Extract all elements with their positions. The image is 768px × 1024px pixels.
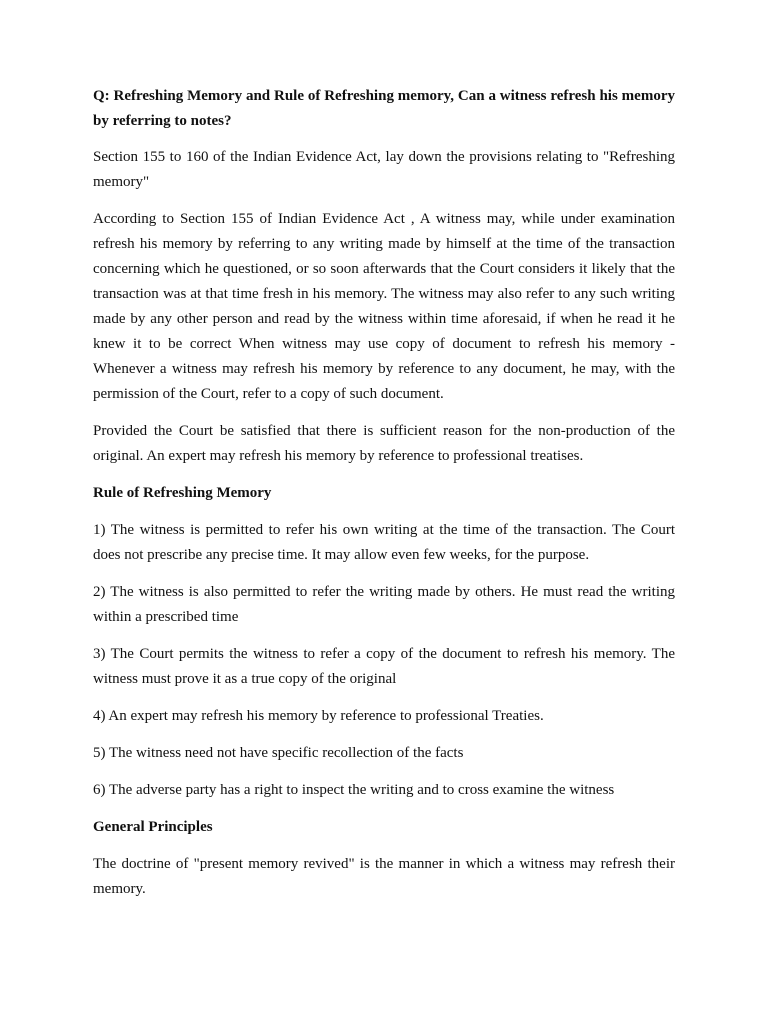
section-155-paragraph: According to Section 155 of Indian Evidence Act , A witness may, while under examination refresh his memory by referring to any writing made by himself at the time of the transaction concerning which he questioned, or so soon afterwards that the Court considers it likely that the transaction was at that time fresh in his memory. The witness may also refer to any such writing made by any other person and read by the witness within time aforesaid, if when he read it he knew it to be correct When witness may use copy of document to refresh his memory - Whenever a witness may refresh his memory by reference to any document, he may, with the permission of the Court, refer to a copy of such document. <box>93 211 675 402</box>
rule-item-5: 5) The witness need not have specific recollection of the facts <box>93 745 464 761</box>
rule-item-2: 2) The witness is also permitted to refer the writing made by others. He must read the writing within a prescribed time <box>93 584 675 625</box>
proviso-paragraph: Provided the Court be satisfied that there is sufficient reason for the non-production of the original. An expert may refresh his memory by reference to professional treatises. <box>93 423 675 464</box>
rules-heading: Rule of Refreshing Memory <box>93 485 272 501</box>
intro-paragraph: Section 155 to 160 of the Indian Evidence Act, lay down the provisions relating to "Refreshing memory" <box>93 149 675 190</box>
document-body <box>93 84 675 914</box>
principles-paragraph: The doctrine of "present memory revived" is the manner in which a witness may refresh their memory. <box>93 856 675 897</box>
rule-item-6: 6) The adverse party has a right to inspect the writing and to cross examine the witness <box>93 782 615 798</box>
rule-item-1: 1) The witness is permitted to refer his own writing at the time of the transaction. The Court does not prescribe any precise time. It may allow even few weeks, for the purpose. <box>93 522 675 563</box>
principles-heading: General Principles <box>93 819 213 835</box>
rule-item-3: 3) The Court permits the witness to refer a copy of the document to refresh his memory. The witness must prove it as a true copy of the original <box>93 646 675 687</box>
rule-item-4: 4) An expert may refresh his memory by reference to professional Treaties. <box>93 708 544 724</box>
question-heading: Q: Refreshing Memory and Rule of Refreshing memory, Can a witness refresh his memory by referring to notes? <box>93 88 675 129</box>
